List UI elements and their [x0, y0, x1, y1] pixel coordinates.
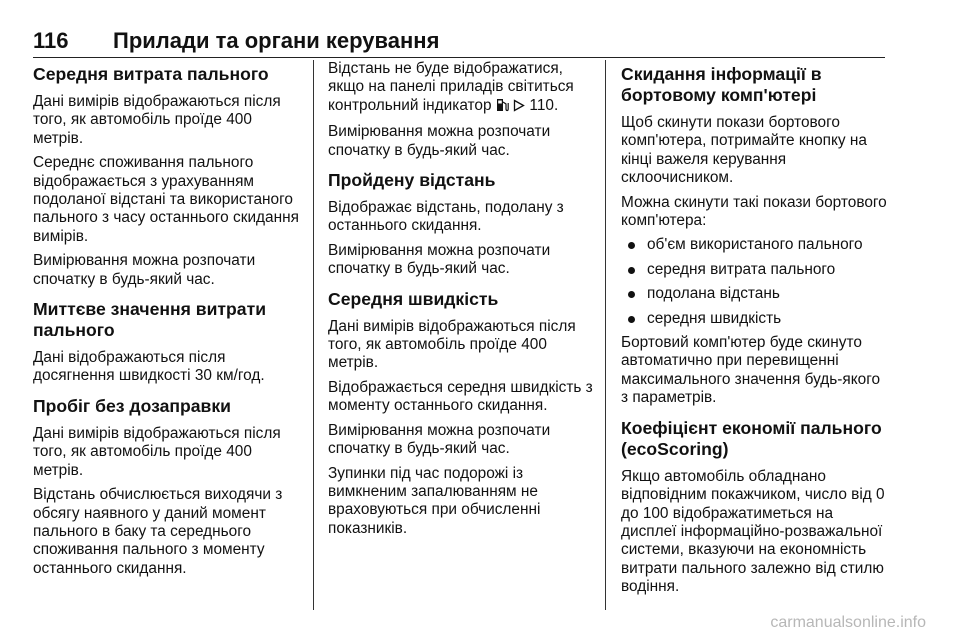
page-header — [33, 28, 885, 52]
header-divider — [33, 57, 885, 58]
paragraph: Дані вимірів відображаються після того, як автомобіль проїде 400 метрів. — [33, 93, 281, 147]
paragraph: Середнє споживання пального відображається з урахуванням подоланої відстані та використаного пального з часу останнього скидання вимірів. — [33, 154, 299, 245]
list-item: об'єм використаного пального — [621, 236, 887, 254]
page-reference[interactable]: 110. — [529, 96, 559, 114]
column-3 — [621, 60, 887, 603]
paragraph: Якщо автомобіль обладнано відповідним покажчиком, число від 0 до 100 відображатиметься на дисплеї інформаційно-розважальної системи, вказуючи на економність витрати пального залежно від стилю водіння. — [621, 467, 885, 596]
paragraph: Дані вимірів відображаються після того, як автомобіль проїде 400 метрів. — [33, 424, 281, 479]
paragraph: Дані вимірів відображаються після того, як автомобіль проїде 400 метрів. — [328, 317, 576, 372]
column-1 — [33, 60, 299, 584]
paragraph: Щоб скинути покази бортового комп'ютера, потримайте кнопку на кінці важеля керування склоочисником. — [621, 114, 867, 187]
paragraph: Дані відображаються після досягнення швидкості 30 км/год. — [33, 349, 265, 385]
paragraph: Вимірювання можна розпочати спочатку в будь-який час. — [328, 123, 551, 159]
watermark: carmanualsonline.info — [770, 614, 926, 631]
arrow-right-icon — [513, 99, 525, 117]
paragraph: Зупинки під час подорожі із вимкненим запалюванням не враховуються при обчисленні показників. — [328, 464, 541, 537]
section-heading-reset-trip-computer: Скидання інформації в бортовому комп'ютері — [621, 64, 822, 105]
column-divider-1 — [313, 60, 314, 610]
reset-items-list — [621, 236, 887, 328]
paragraph: Вимірювання можна розпочати спочатку в будь-який час. — [328, 421, 551, 458]
section-heading-ecoscoring: Коефіцієнт економії пального (ecoScoring) — [621, 417, 882, 459]
paragraph: Відстань обчислюється виходячи з обсягу наявного у даний момент пального в баку та середнього споживання пального з моменту останнього скидання. — [33, 486, 283, 577]
section-heading-trip-distance: Пройдену відстань — [328, 170, 496, 191]
chapter-title: Прилади та органи керування — [113, 28, 440, 53]
section-heading-range: Пробіг без дозаправки — [33, 395, 231, 416]
section-heading-avg-consumption: Середня витрата пального — [33, 64, 269, 84]
page-number: 116 — [33, 28, 69, 53]
fuel-pump-icon — [496, 98, 509, 117]
paragraph: Бортовий комп'ютер буде скинуто автоматично при перевищенні максимального значення будь-якого з параметрів. — [621, 334, 881, 407]
paragraph-text: Відстань не буде відображатися, якщо на панелі приладів світиться контрольний індикатор — [328, 60, 574, 114]
section-heading-instant-consumption: Миттєве значення витрати пального — [33, 299, 267, 341]
column-divider-2 — [605, 60, 606, 610]
paragraph-range-warning — [328, 60, 594, 117]
paragraph: Вимірювання можна розпочати спочатку в будь-який час. — [328, 241, 551, 278]
list-item: подолана відстань — [621, 285, 887, 303]
paragraph: Можна скинути такі покази бортового комп'ютера: — [621, 193, 887, 230]
section-heading-avg-speed: Середня швидкість — [328, 288, 499, 309]
column-2 — [328, 60, 594, 544]
paragraph: Вимірювання можна розпочати спочатку в будь-який час. — [33, 252, 256, 288]
paragraph: Відображається середня швидкість з моменту останнього скидання. — [328, 378, 593, 415]
list-item: середня витрата пального — [621, 261, 887, 279]
list-item: середня швидкість — [621, 310, 887, 328]
paragraph: Відображає відстань, подолану з останнього скидання. — [328, 199, 564, 235]
